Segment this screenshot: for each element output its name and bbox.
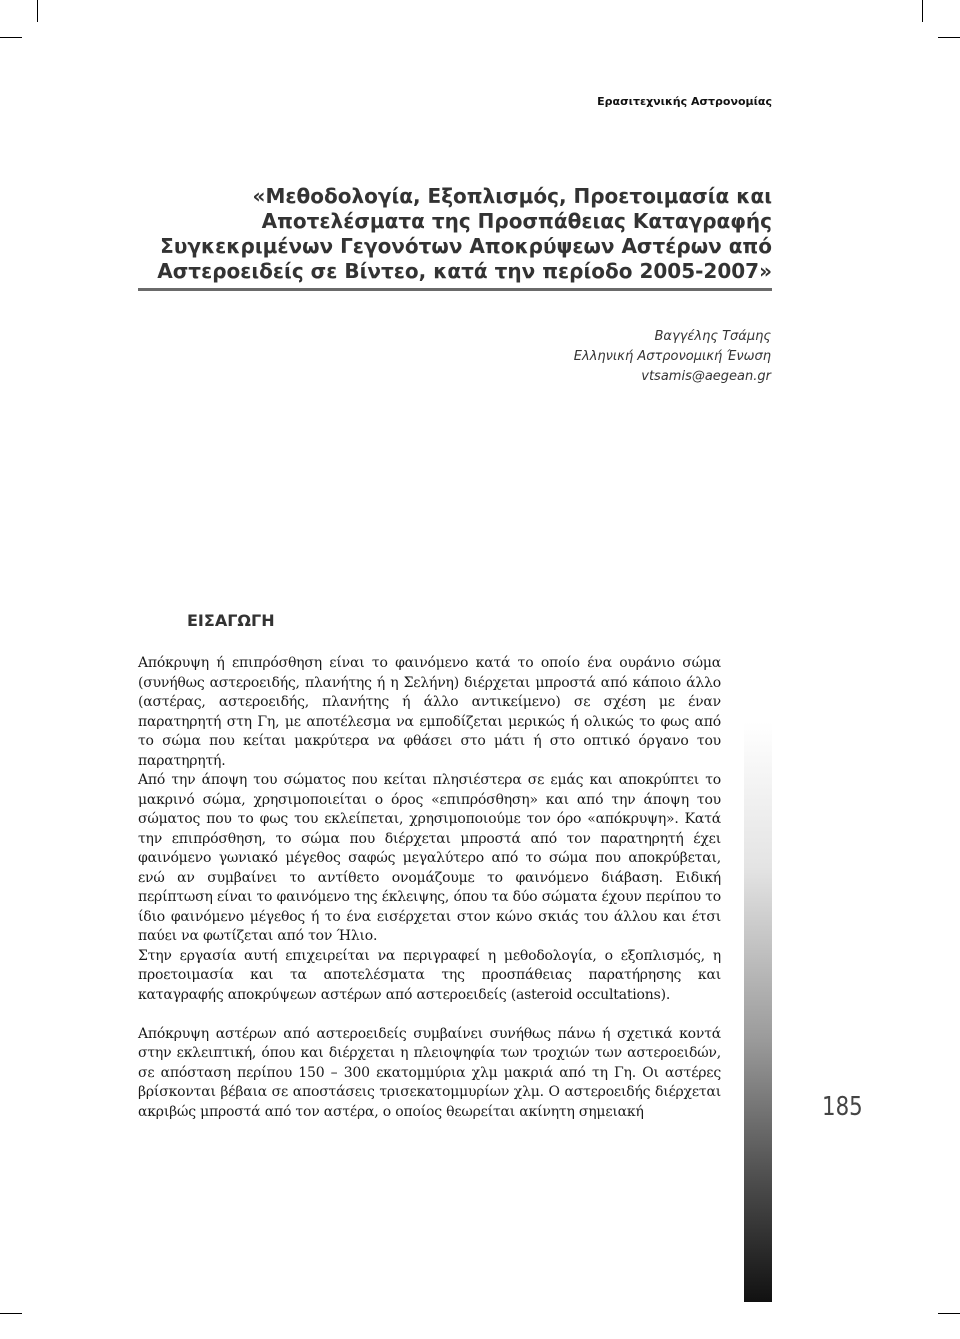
crop-mark-bottom-left bbox=[0, 1313, 22, 1314]
paragraph: Από την άποψη του σώματος που κείται πλησιέστερα σε εμάς και αποκρύπτει το μακρινό σώμα, χρησιμοποιείται ο όρος «επιπρόσθηση» και από την άποψη του σώματος που το φως του εκλείπεται, χρησιμοποιούμε τον όρο «απόκρυψη». Κατά την επιπρόσθηση, το σώμα που διέρχεται μπροστά από τον παρατηρητή έχει φαινόμενο γωνιακό μέγεθος σαφώς μεγαλύτερο από το σώμα που αποκρύβεται, ενώ αν συμβαίνει το αντίθετο ονομάζουμε το φαινόμενο διάβαση. Ειδική περίπτωση είναι το φαινόμενο της έκλειψης, όπου τα δύο σώματα έχουν περίπου το ίδιο φαινόμενο μέγεθος ή το ένα εισέρχεται στον κώνο σκιάς του άλλου και έτσι παύει να φωτίζεται από τον Ήλιο. bbox=[138, 772, 721, 944]
body-text bbox=[138, 654, 721, 1122]
paragraph: Στην εργασία αυτή επιχειρείται να περιγραφεί η μεθοδολογία, ο εξοπλισμός, η προετοιμασία και τα αποτελέσματα της προσπάθειας παρατήρησης και καταγραφής αποκρύψεων αστέρων από αστεροειδείς (asteroid occultations). bbox=[138, 947, 721, 1003]
crop-mark-top-left bbox=[37, 0, 38, 22]
crop-mark-bottom-right bbox=[938, 1313, 960, 1314]
title-line: Συγκεκριμένων Γεγονότων Αποκρύψεων Αστέρων από bbox=[160, 234, 772, 258]
author-block bbox=[574, 327, 771, 387]
running-header: Ερασιτεχνικής Αστρονομίας bbox=[597, 95, 772, 108]
section-heading: ΕΙΣΑΓΩΓΗ bbox=[187, 611, 275, 630]
paragraph: Απόκρυψη αστέρων από αστεροειδείς συμβαίνει συνήθως πάνω ή σχετικά κοντά στην εκλειπτική, όπου και διέρχεται η πλειοψηφία των τροχιών των αστεροειδών, σε απόσταση περίπου 150 – 300 εκατομμύρια χλμ μακριά από τη Γη. Οι αστέρες βρίσκονται βέβαια σε αποστάσεις τρισεκατομμυρίων χλμ. Ο αστεροειδής διέρχεται ακριβώς μπροστά από τον αστέρα, ο οποίος θεωρείται ακίνητη σημειακή bbox=[138, 1025, 721, 1120]
title-line: «Μεθοδολογία, Εξοπλισμός, Προετοιμασία και bbox=[252, 184, 772, 208]
title-line: Αστεροειδείς σε Βίντεο, κατά την περίοδο 2005-2007» bbox=[157, 259, 772, 283]
page-number: 185 bbox=[822, 1092, 863, 1122]
title-underline bbox=[138, 288, 772, 291]
author-email: vtsamis@aegean.gr bbox=[641, 369, 771, 384]
crop-mark-left-top bbox=[0, 37, 22, 38]
crop-mark-right-top bbox=[938, 37, 960, 38]
paragraph: Απόκρυψη ή επιπρόσθηση είναι το φαινόμενο κατά το οποίο ένα ουράνιο σώμα (συνήθως αστεροειδής, πλανήτης ή η Σελήνη) διέρχεται μπροστά από κάποιο άλλο (αστέρας, αστεροειδής, πλανήτης ή άλλο αντικείμενο) σε σχέση με έναν παρατηρητή στη Γη, με αποτέλεσμα να εμποδίζεται μερικώς ή ολικώς το φως από το σώμα που κείται μακρύτερα να φθάσει στο μάτι ή στο οπτικό όργανο του παρατηρητή. bbox=[138, 655, 721, 769]
author-affiliation: Ελληνική Αστρονομική Ένωση bbox=[573, 349, 771, 364]
title-line: Αποτελέσματα της Προσπάθειας Καταγραφής bbox=[261, 209, 772, 233]
author-name: Βαγγέλης Τσάμης bbox=[654, 329, 771, 344]
crop-mark-top-right bbox=[922, 0, 923, 22]
gradient-bar bbox=[744, 722, 772, 1302]
paper-title bbox=[112, 184, 772, 284]
